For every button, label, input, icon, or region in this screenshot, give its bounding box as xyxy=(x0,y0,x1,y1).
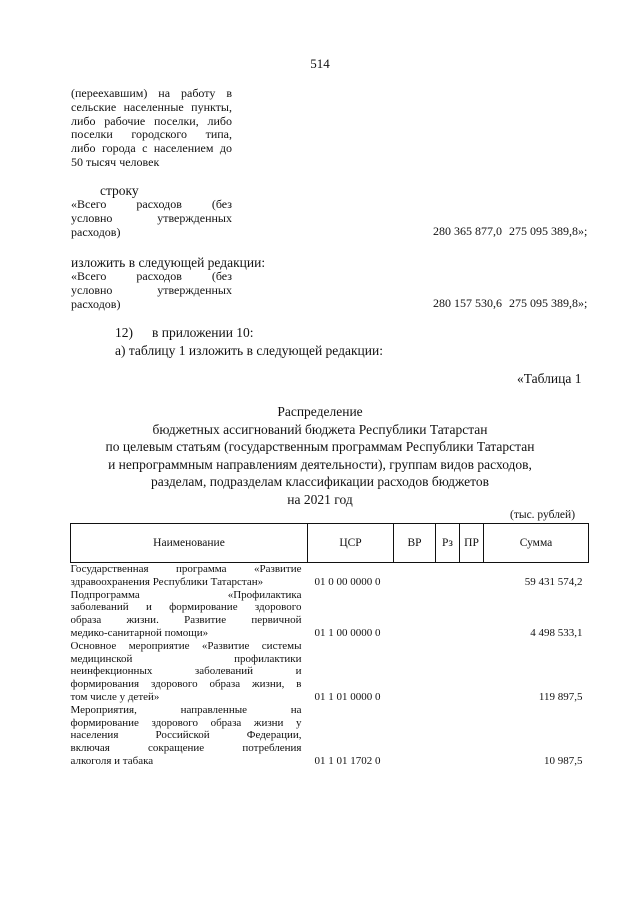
title-line: по целевым статьям (государственным программам Республики Татарстан xyxy=(105,439,535,454)
row-name-line: формирования здорового образа жизни, в xyxy=(70,678,302,691)
row-name-line: формирование здорового образа жизни у xyxy=(70,716,302,729)
row-vr xyxy=(394,640,436,704)
item-text: в приложении 10: xyxy=(152,325,254,340)
row-csr: 01 0 00 0000 0 xyxy=(314,575,381,588)
new-total-label xyxy=(71,270,232,311)
row-name-line: Государственная программа «Развитие xyxy=(70,563,302,575)
row-name-line: том числе у детей» xyxy=(70,690,160,703)
label-line: «Всего расходов (без xyxy=(71,269,232,283)
header-pr: ПР xyxy=(460,524,484,563)
row-name-line: Подпрограмма «Профилактика xyxy=(70,588,302,601)
row-name xyxy=(71,589,308,640)
line-word: строку xyxy=(100,183,139,198)
header-rz: Рз xyxy=(436,524,460,563)
intro-line: либо рабочие поселки, либо xyxy=(71,113,232,128)
budget-table xyxy=(70,523,589,768)
row-name-line: образа жизни. Развитие первичной xyxy=(70,614,302,627)
row-csr: 01 1 00 0000 0 xyxy=(314,626,381,639)
intro-line: 50 тысяч человек xyxy=(71,154,160,169)
label-line: условно утвержденных xyxy=(71,210,232,225)
page-number: 514 xyxy=(310,56,330,71)
row-name-line: медицинской профилактики xyxy=(70,652,302,665)
label-line: расходов) xyxy=(71,224,121,239)
row-name-line: неинфекционных заболеваний и xyxy=(70,665,302,678)
row-pr xyxy=(460,704,484,768)
row-vr xyxy=(394,563,436,589)
label-line: условно утвержденных xyxy=(71,282,232,297)
row-csr: 01 1 01 1702 0 xyxy=(314,754,381,767)
row-name-line: населения Российской Федерации, xyxy=(70,729,302,742)
table-header-row xyxy=(71,524,589,563)
row-name-line: алкоголя и табака xyxy=(70,754,154,767)
row-name xyxy=(71,563,308,589)
row-name-line: включая сокращение потребления xyxy=(70,742,302,755)
row-vr xyxy=(394,589,436,640)
row-name-line: Основное мероприятие «Развитие системы xyxy=(70,639,302,652)
row-name xyxy=(71,640,308,704)
replace-heading: изложить в следующей редакции: xyxy=(71,255,266,270)
row-pr xyxy=(460,563,484,589)
intro-line: либо города с населением до xyxy=(71,141,232,156)
table-label: «Таблица 1 xyxy=(517,371,582,386)
row-csr: 01 1 01 0000 0 xyxy=(314,690,381,703)
row-pr xyxy=(460,589,484,640)
table-row xyxy=(71,640,589,704)
header-sum: Сумма xyxy=(484,524,589,563)
table-row xyxy=(71,589,589,640)
header-vr: ВР xyxy=(394,524,436,563)
row-name xyxy=(71,704,308,768)
title-line: бюджетных ассигнований бюджета Республики Татарстан xyxy=(152,421,488,437)
title-line: Распределение xyxy=(277,404,363,419)
row-pr xyxy=(460,640,484,704)
row-name-line: медико-санитарной помощи» xyxy=(70,626,209,639)
title-line: разделам, подразделам классификации расходов бюджетов xyxy=(150,474,489,489)
row-sum: 119 897,5 xyxy=(538,690,583,703)
new-total-value-1: 280 157 530,6 xyxy=(433,296,502,310)
row-rz xyxy=(436,563,460,589)
header-name: Наименование xyxy=(71,524,308,563)
title-line: на 2021 год xyxy=(287,491,353,507)
header-csr: ЦСР xyxy=(308,524,394,563)
row-name-line: заболеваний и формирование здорового xyxy=(70,601,302,614)
row-rz xyxy=(436,640,460,704)
item-number: 12) xyxy=(115,325,133,340)
intro-line: сельские населенные пункты, xyxy=(71,99,232,114)
row-name-line: здравоохранения Республики Татарстан» xyxy=(70,575,264,588)
label-line: расходов) xyxy=(71,296,121,311)
old-total-value-1: 280 365 877,0 xyxy=(433,224,502,238)
row-sum: 59 431 574,2 xyxy=(524,575,583,588)
table-row xyxy=(71,704,589,768)
row-sum: 10 987,5 xyxy=(544,754,583,767)
intro-line: (переехавшим) на работу в xyxy=(71,86,232,100)
row-rz xyxy=(436,589,460,640)
old-total-value-2: 275 095 389,8»; xyxy=(509,224,588,238)
intro-line: поселки городского типа, xyxy=(71,127,232,142)
label-line: «Всего расходов (без xyxy=(71,197,232,211)
subitem-text: а) таблицу 1 изложить в следующей редакции: xyxy=(115,343,383,358)
units-label: (тыс. рублей) xyxy=(510,509,576,521)
title-line: и непрограммным направлениям деятельности), группам видов расходов, xyxy=(108,456,532,472)
table-title xyxy=(0,403,640,508)
intro-paragraph xyxy=(71,87,232,170)
old-total-label xyxy=(71,198,232,239)
row-name-line: Мероприятия, направленные на xyxy=(70,703,302,716)
row-sum: 4 498 533,1 xyxy=(530,626,583,639)
row-rz xyxy=(436,704,460,768)
row-vr xyxy=(394,704,436,768)
new-total-value-2: 275 095 389,8»; xyxy=(509,296,588,310)
table-row xyxy=(71,563,589,589)
